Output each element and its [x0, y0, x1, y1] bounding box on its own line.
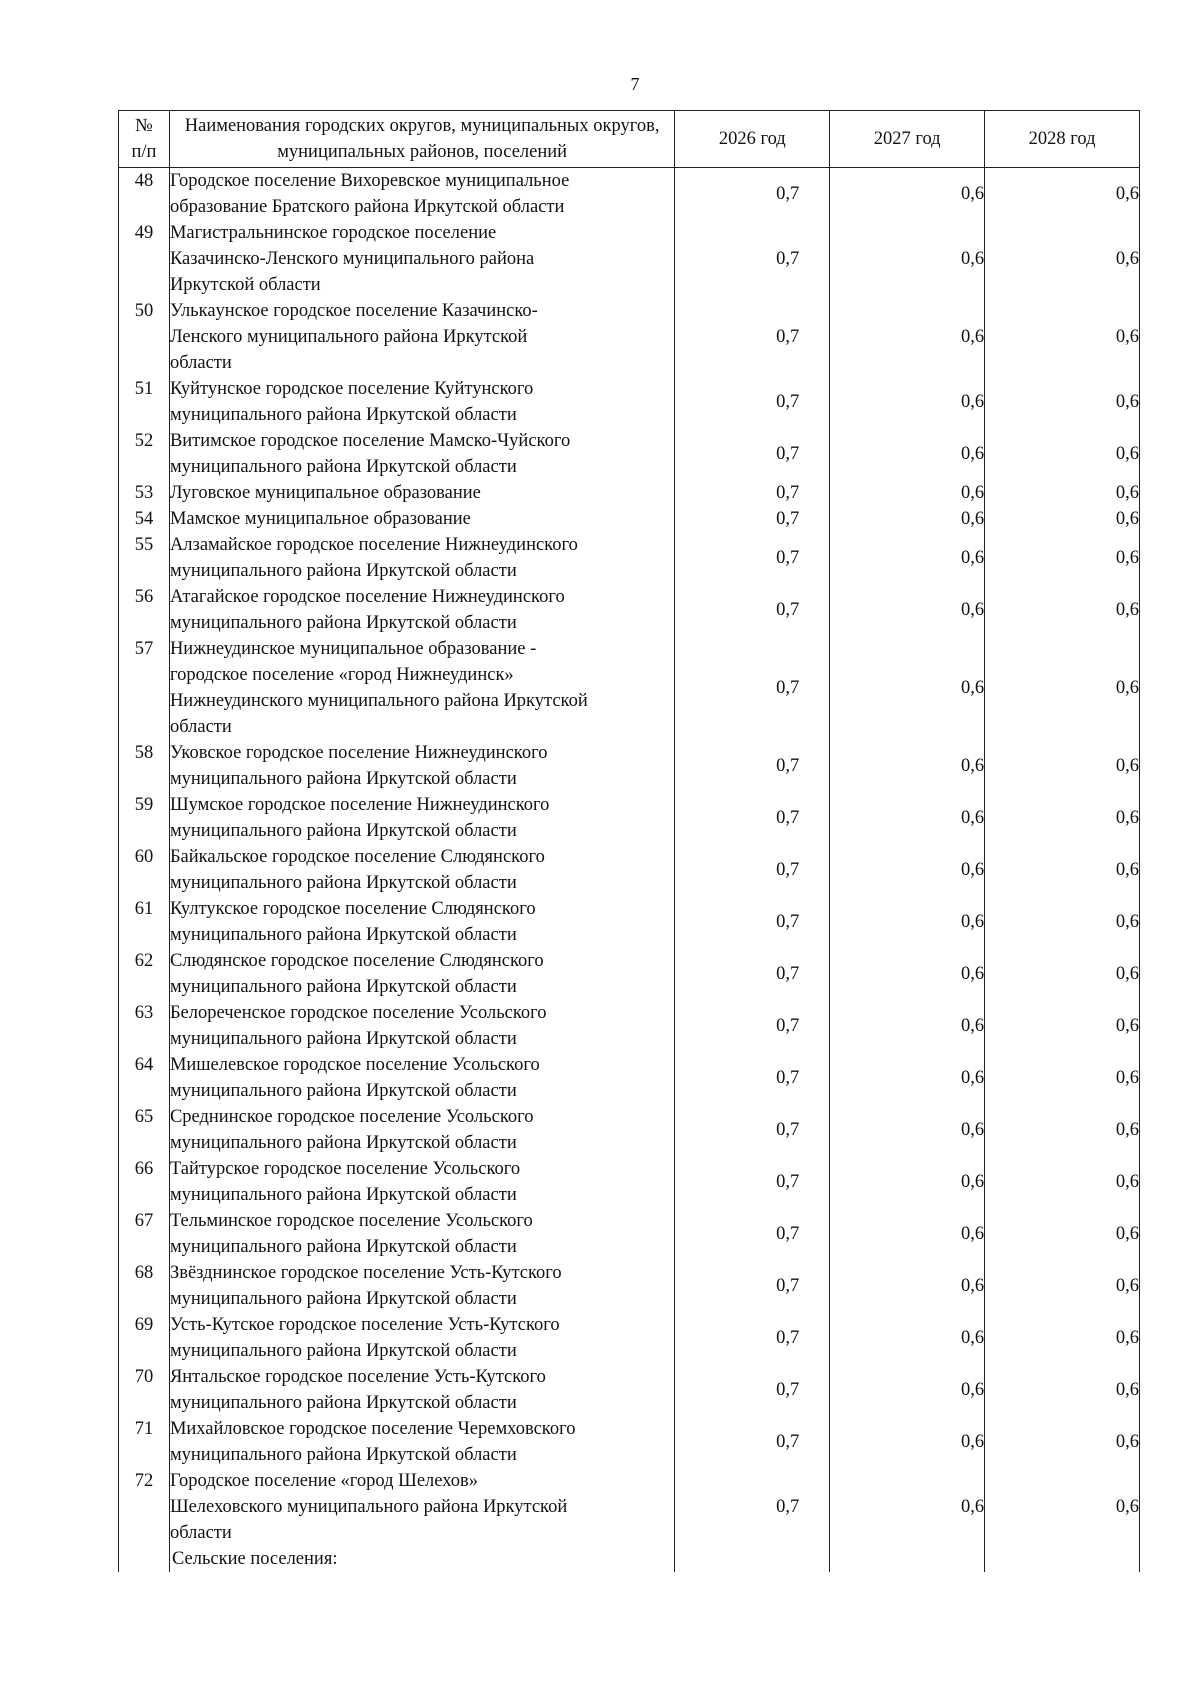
- row-name: [169, 1416, 674, 1468]
- row-value-2028: 0,6: [985, 480, 1140, 506]
- table-row: [119, 506, 1140, 532]
- row-value-2028: 0,6: [985, 1260, 1140, 1312]
- table-row: [119, 584, 1140, 636]
- row-value-2026: 0,7: [675, 1468, 830, 1546]
- row-number: 48: [119, 168, 170, 221]
- row-value-2028: 0,6: [985, 948, 1140, 1000]
- row-value-2027: 0,6: [830, 220, 985, 298]
- header-year-2026: 2026 год: [675, 111, 830, 168]
- row-value-2027: 0,6: [830, 1312, 985, 1364]
- table-row: [119, 1156, 1140, 1208]
- row-value-2026: 0,7: [675, 220, 830, 298]
- row-name-line: Ленского муниципального района Иркутской: [169, 327, 528, 347]
- row-number: 49: [119, 220, 170, 298]
- row-name-line: муниципального района Иркутской области: [169, 1289, 517, 1309]
- row-value-2026: 0,7: [675, 532, 830, 584]
- row-value-2028: 0,6: [985, 1156, 1140, 1208]
- row-name-line: области: [169, 717, 232, 737]
- row-name-line: Атагайское городское поселение Нижнеудинского: [169, 587, 565, 607]
- header-year-2028: 2028 год: [985, 111, 1140, 168]
- row-value-2027: 0,6: [830, 480, 985, 506]
- section-empty-cell: [119, 1546, 170, 1572]
- allocation-table: [118, 110, 1140, 1572]
- table-row: [119, 1416, 1140, 1468]
- section-label: Сельские поселения:: [169, 1546, 674, 1572]
- row-name-line: Янтальское городское поселение Усть-Кутского: [169, 1367, 546, 1387]
- row-name: [169, 1104, 674, 1156]
- row-name: [169, 896, 674, 948]
- row-name-line: муниципального района Иркутской области: [169, 1341, 517, 1361]
- row-name-line: Куйтунское городское поселение Куйтунского: [169, 379, 534, 399]
- row-name-line: Звёзднинское городское поселение Усть-Кутского: [169, 1263, 562, 1283]
- row-number: 70: [119, 1364, 170, 1416]
- row-name-line: Алзамайское городское поселение Нижнеудинского: [169, 535, 578, 555]
- row-name-line: муниципального района Иркутской области: [169, 925, 517, 945]
- row-value-2027: 0,6: [830, 376, 985, 428]
- row-name-line: Городское поселение Вихоревское муниципальное: [169, 171, 570, 191]
- row-value-2026: 0,7: [675, 1104, 830, 1156]
- row-name: [169, 636, 674, 740]
- row-name-line: Среднинское городское поселение Усольского: [169, 1107, 534, 1127]
- row-name: [169, 1000, 674, 1052]
- row-number: 61: [119, 896, 170, 948]
- row-number: 68: [119, 1260, 170, 1312]
- row-name-line: Култукское городское поселение Слюдянского: [169, 899, 536, 919]
- row-name: [169, 298, 674, 376]
- row-name-line: Витимское городское поселение Мамско-Чуйского: [169, 431, 571, 451]
- row-name-line: Мишелевское городское поселение Усольского: [169, 1055, 540, 1075]
- row-value-2028: 0,6: [985, 1312, 1140, 1364]
- row-number: 53: [119, 480, 170, 506]
- row-value-2026: 0,7: [675, 428, 830, 480]
- row-value-2027: 0,6: [830, 1000, 985, 1052]
- row-value-2027: 0,6: [830, 584, 985, 636]
- row-value-2027: 0,6: [830, 1104, 985, 1156]
- row-name-line: муниципального района Иркутской области: [169, 1237, 517, 1257]
- row-name-line: области: [169, 1523, 232, 1543]
- row-number: 57: [119, 636, 170, 740]
- row-value-2026: 0,7: [675, 948, 830, 1000]
- row-name-line: муниципального района Иркутской области: [169, 873, 517, 893]
- table-row: [119, 428, 1140, 480]
- section-empty-cell: [830, 1546, 985, 1572]
- row-name-line: муниципального района Иркутской области: [169, 821, 517, 841]
- row-number: 63: [119, 1000, 170, 1052]
- row-value-2027: 0,6: [830, 532, 985, 584]
- row-number: 67: [119, 1208, 170, 1260]
- table-row: [119, 636, 1140, 740]
- row-name: [169, 740, 674, 792]
- table-row: [119, 298, 1140, 376]
- row-value-2028: 0,6: [985, 1364, 1140, 1416]
- row-name: [169, 1156, 674, 1208]
- row-value-2027: 0,6: [830, 1260, 985, 1312]
- row-name: [169, 1312, 674, 1364]
- row-value-2028: 0,6: [985, 428, 1140, 480]
- row-name-line: муниципального района Иркутской области: [169, 405, 517, 425]
- row-value-2028: 0,6: [985, 740, 1140, 792]
- table-row: [119, 480, 1140, 506]
- row-value-2026: 0,7: [675, 1000, 830, 1052]
- row-name-line: Городское поселение «город Шелехов»: [169, 1471, 479, 1491]
- row-name-line: Шумское городское поселение Нижнеудинского: [169, 795, 550, 815]
- row-number: 60: [119, 844, 170, 896]
- row-name: [169, 1364, 674, 1416]
- row-name-line: Нижнеудинское муниципальное образование -: [169, 639, 537, 659]
- header-year-2027: 2027 год: [830, 111, 985, 168]
- table-row: [119, 896, 1140, 948]
- row-number: 50: [119, 298, 170, 376]
- row-name-line: муниципального района Иркутской области: [169, 769, 517, 789]
- row-value-2026: 0,7: [675, 1052, 830, 1104]
- row-value-2027: 0,6: [830, 1208, 985, 1260]
- table-row: [119, 1364, 1140, 1416]
- row-value-2028: 0,6: [985, 1000, 1140, 1052]
- page-number: 7: [630, 74, 640, 94]
- table-row: [119, 792, 1140, 844]
- row-name: [169, 948, 674, 1000]
- row-number: 51: [119, 376, 170, 428]
- row-value-2028: 0,6: [985, 1208, 1140, 1260]
- row-number: 54: [119, 506, 170, 532]
- row-name-line: Тельминское городское поселение Усольского: [169, 1211, 533, 1231]
- row-name: [169, 1468, 674, 1546]
- row-value-2026: 0,7: [675, 1208, 830, 1260]
- table-body: [119, 168, 1140, 1573]
- row-value-2026: 0,7: [675, 844, 830, 896]
- row-value-2028: 0,6: [985, 376, 1140, 428]
- row-name: [169, 532, 674, 584]
- table-row: [119, 1052, 1140, 1104]
- row-value-2028: 0,6: [985, 636, 1140, 740]
- row-value-2027: 0,6: [830, 740, 985, 792]
- row-name-line: Байкальское городское поселение Слюдянского: [169, 847, 545, 867]
- row-value-2027: 0,6: [830, 428, 985, 480]
- row-name: [169, 428, 674, 480]
- row-value-2028: 0,6: [985, 844, 1140, 896]
- row-name-line: Шелеховского муниципального района Иркутской: [169, 1497, 568, 1517]
- row-name-line: Тайтурское городское поселение Усольского: [169, 1159, 521, 1179]
- row-number: 59: [119, 792, 170, 844]
- row-value-2028: 0,6: [985, 792, 1140, 844]
- row-name: [169, 792, 674, 844]
- row-number: 52: [119, 428, 170, 480]
- row-name-line: Нижнеудинского муниципального района Иркутской: [169, 691, 588, 711]
- row-value-2028: 0,6: [985, 1052, 1140, 1104]
- row-value-2027: 0,6: [830, 506, 985, 532]
- row-value-2028: 0,6: [985, 220, 1140, 298]
- table-row: [119, 168, 1140, 221]
- row-value-2027: 0,6: [830, 896, 985, 948]
- table-row: [119, 376, 1140, 428]
- row-name-line: области: [169, 353, 232, 373]
- row-name-line: муниципального района Иркутской области: [169, 1081, 517, 1101]
- table-row: [119, 948, 1140, 1000]
- row-number: 62: [119, 948, 170, 1000]
- row-value-2028: 0,6: [985, 168, 1140, 221]
- row-name-line: Михайловское городское поселение Черемховского: [169, 1419, 576, 1439]
- row-name: [169, 376, 674, 428]
- row-value-2026: 0,7: [675, 376, 830, 428]
- row-value-2028: 0,6: [985, 1104, 1140, 1156]
- row-number: 58: [119, 740, 170, 792]
- section-empty-cell: [985, 1546, 1140, 1572]
- row-value-2026: 0,7: [675, 1312, 830, 1364]
- row-value-2026: 0,7: [675, 480, 830, 506]
- row-number: 64: [119, 1052, 170, 1104]
- row-name-line: Улькаyнское городское поселение Казачинско-: [169, 301, 538, 321]
- row-name: [169, 220, 674, 298]
- row-value-2026: 0,7: [675, 1156, 830, 1208]
- row-name-line: Уковское городское поселение Нижнеудинского: [169, 743, 548, 763]
- table-row: [119, 532, 1140, 584]
- row-name: [169, 1208, 674, 1260]
- section-empty-cell: [675, 1546, 830, 1572]
- row-value-2028: 0,6: [985, 896, 1140, 948]
- row-value-2027: 0,6: [830, 1416, 985, 1468]
- row-name-line: муниципального района Иркутской области: [169, 613, 517, 633]
- row-number: 71: [119, 1416, 170, 1468]
- row-name-line: Казачинско-Ленского муниципального района: [169, 249, 535, 269]
- row-value-2026: 0,7: [675, 1260, 830, 1312]
- row-number: 72: [119, 1468, 170, 1546]
- row-number: 69: [119, 1312, 170, 1364]
- row-value-2026: 0,7: [675, 740, 830, 792]
- row-name-line: Магистральнинское городское поселение: [169, 223, 497, 243]
- row-number: 56: [119, 584, 170, 636]
- row-value-2028: 0,6: [985, 1416, 1140, 1468]
- row-name: [169, 480, 674, 506]
- table-row: [119, 740, 1140, 792]
- row-name-line: муниципального района Иркутской области: [169, 1185, 517, 1205]
- row-name-line: Усть-Кутское городское поселение Усть-Кутского: [169, 1315, 560, 1335]
- row-name-line: муниципального района Иркутской области: [169, 561, 517, 581]
- table-row: [119, 1104, 1140, 1156]
- header-name: Наименования городских округов, муниципальных округов, муниципальных районов, поселений: [169, 111, 674, 168]
- row-name: [169, 1260, 674, 1312]
- header-number: № п/п: [119, 111, 170, 168]
- row-name-line: муниципального района Иркутской области: [169, 1029, 517, 1049]
- table-row: [119, 220, 1140, 298]
- row-value-2026: 0,7: [675, 1416, 830, 1468]
- row-name-line: муниципального района Иркутской области: [169, 977, 517, 997]
- table-header-row: [119, 111, 1140, 168]
- row-value-2027: 0,6: [830, 1156, 985, 1208]
- row-value-2028: 0,6: [985, 506, 1140, 532]
- row-value-2026: 0,7: [675, 584, 830, 636]
- row-name-line: муниципального района Иркутской области: [169, 1393, 517, 1413]
- row-value-2027: 0,6: [830, 1052, 985, 1104]
- row-value-2026: 0,7: [675, 298, 830, 376]
- row-number: 65: [119, 1104, 170, 1156]
- row-name-line: образование Братского района Иркутской области: [169, 197, 565, 217]
- row-value-2027: 0,6: [830, 636, 985, 740]
- row-value-2027: 0,6: [830, 948, 985, 1000]
- table-row: [119, 1000, 1140, 1052]
- table-row: [119, 844, 1140, 896]
- row-name-line: Иркутской области: [169, 275, 321, 295]
- row-value-2027: 0,6: [830, 844, 985, 896]
- row-name-line: Слюдянское городское поселение Слюдянского: [169, 951, 544, 971]
- row-name: [169, 584, 674, 636]
- row-name-line: Мамское муниципальное образование: [169, 509, 471, 529]
- row-name-line: Белореченское городское поселение Усольского: [169, 1003, 547, 1023]
- row-value-2027: 0,6: [830, 792, 985, 844]
- section-row: [119, 1546, 1140, 1572]
- row-name-line: Луговское муниципальное образование: [169, 483, 481, 503]
- row-name-line: городское поселение «город Нижнеудинск»: [169, 665, 514, 685]
- row-value-2026: 0,7: [675, 1364, 830, 1416]
- row-name-line: муниципального района Иркутской области: [169, 1133, 517, 1153]
- row-value-2026: 0,7: [675, 792, 830, 844]
- row-value-2027: 0,6: [830, 1364, 985, 1416]
- row-value-2027: 0,6: [830, 1468, 985, 1546]
- row-value-2027: 0,6: [830, 298, 985, 376]
- row-name: [169, 844, 674, 896]
- row-name-line: муниципального района Иркутской области: [169, 1445, 517, 1465]
- row-name: [169, 168, 674, 221]
- row-value-2026: 0,7: [675, 506, 830, 532]
- row-value-2028: 0,6: [985, 298, 1140, 376]
- table-row: [119, 1312, 1140, 1364]
- row-name: [169, 506, 674, 532]
- row-value-2028: 0,6: [985, 532, 1140, 584]
- row-value-2026: 0,7: [675, 168, 830, 221]
- row-number: 66: [119, 1156, 170, 1208]
- table-row: [119, 1260, 1140, 1312]
- row-name: [169, 1052, 674, 1104]
- row-value-2028: 0,6: [985, 584, 1140, 636]
- row-value-2026: 0,7: [675, 636, 830, 740]
- table-row: [119, 1468, 1140, 1546]
- row-number: 55: [119, 532, 170, 584]
- row-value-2028: 0,6: [985, 1468, 1140, 1546]
- row-value-2026: 0,7: [675, 896, 830, 948]
- table-row: [119, 1208, 1140, 1260]
- row-name-line: муниципального района Иркутской области: [169, 457, 517, 477]
- row-value-2027: 0,6: [830, 168, 985, 221]
